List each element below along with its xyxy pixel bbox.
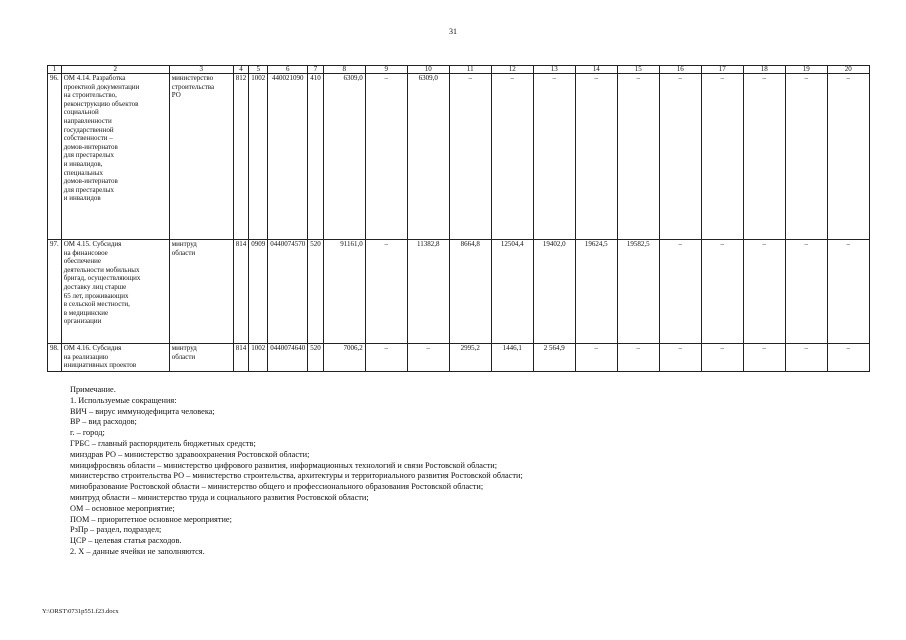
note-line: минцифросвязь области – министерство цифрового развития, информационных технологий и связи Ростовской области; [70,460,498,470]
value-cell: – [701,344,743,372]
value-cell: 8664,8 [449,240,491,344]
note-line: ОМ – основное мероприятие; [70,503,175,513]
value-cell: – [365,344,407,372]
note-line: ВР – вид расходов; [70,417,137,427]
note-line: г. – город; [70,428,105,438]
header-cell: 3 [169,66,233,74]
value-cell: – [659,344,701,372]
header-cell: 11 [449,66,491,74]
note-line: ВИЧ – вирус иммунодефицита человека; [70,406,215,416]
value-cell: 520 [308,240,324,344]
note-line: Примечание. [70,385,116,394]
row-number-cell: 96. [48,74,62,240]
value-cell: – [701,240,743,344]
header-cell: 15 [617,66,659,74]
value-cell: 19624,5 [575,240,617,344]
value-cell: 1002 [249,74,268,240]
note-line: министерство строительства РО – министерство строительства, архитектуры и территориального развития Ростовской области; [70,471,523,481]
table-header-row [48,66,870,74]
value-cell: 12504,4 [491,240,533,344]
value-cell: 11382,8 [407,240,449,344]
page-number: 31 [449,27,457,36]
header-cell: 18 [743,66,785,74]
value-cell: – [743,344,785,372]
value-cell: – [533,74,575,240]
header-cell: 16 [659,66,701,74]
budget-table [47,65,870,372]
value-cell: 91161,0 [323,240,365,344]
value-cell: – [659,240,701,344]
value-cell: – [491,74,533,240]
value-cell: 1446,1 [491,344,533,372]
value-cell: 812 [233,74,249,240]
value-cell: – [659,74,701,240]
file-path-footer: Y:\ORST\0731p551.f23.docx [42,608,119,615]
table-row [48,74,870,240]
table-row [48,344,870,372]
header-cell: 13 [533,66,575,74]
header-cell: 12 [491,66,533,74]
header-cell: 14 [575,66,617,74]
header-cell: 7 [308,66,324,74]
value-cell: 6309,0 [323,74,365,240]
value-cell: – [449,74,491,240]
header-cell: 2 [61,66,169,74]
value-cell: – [743,74,785,240]
row-number-cell: 98. [48,344,62,372]
value-cell: – [365,240,407,344]
value-cell: 0440074640 [268,344,308,372]
header-cell: 6 [268,66,308,74]
value-cell: 520 [308,344,324,372]
note-line: РзПр – раздел, подраздел; [70,525,162,535]
note-line: минздрав РО – министерство здравоохранения Ростовской области; [70,449,310,459]
value-cell: – [575,74,617,240]
note-line: ПОМ – приоритетное основное мероприятие; [70,514,232,524]
activity-name-cell: ОМ 4.14. Разработка проектной документации на строительство, реконструкцию объектов социальной направленности государственной собственности – домов-интернатов для престарелых и инвалидов, специальных домов-интернатов для престарелых и инвалидов [61,74,169,240]
value-cell: – [785,74,827,240]
value-cell: 2995,2 [449,344,491,372]
header-cell: 8 [323,66,365,74]
note-line: ЦСР – целевая статья расходов. [70,536,182,546]
value-cell: – [407,344,449,372]
header-cell: 9 [365,66,407,74]
table-row [48,240,870,344]
value-cell: – [575,344,617,372]
value-cell: – [701,74,743,240]
note-line: 2. Х – данные ячейки не заполняются. [70,546,205,556]
header-cell: 10 [407,66,449,74]
note-line: минтруд области – министерство труда и социального развития Ростовской области; [70,492,369,502]
header-cell: 19 [785,66,827,74]
value-cell: 0440074570 [268,240,308,344]
grbs-cell: министерство строительства РО [169,74,233,240]
header-cell: 5 [249,66,268,74]
value-cell: 2 564,9 [533,344,575,372]
grbs-cell: минтруд области [169,344,233,372]
value-cell: 814 [233,344,249,372]
value-cell: – [785,344,827,372]
value-cell: 814 [233,240,249,344]
value-cell: 0909 [249,240,268,344]
note-line: минобразование Ростовской области – министерство общего и профессионального образования Ростовской области; [70,482,484,492]
note-line: 1. Используемые сокращения: [70,395,177,405]
header-cell: 20 [827,66,869,74]
header-cell: 17 [701,66,743,74]
row-number-cell: 97. [48,240,62,344]
value-cell: 410 [308,74,324,240]
header-cell: 4 [233,66,249,74]
value-cell: 6309,0 [407,74,449,240]
value-cell: 19402,0 [533,240,575,344]
note-line: ГРБС – главный распорядитель бюджетных средств; [70,438,256,448]
value-cell: – [827,240,869,344]
value-cell: – [617,344,659,372]
header-cell: 1 [48,66,62,74]
grbs-cell: минтруд области [169,240,233,344]
notes-section [70,385,523,558]
value-cell: – [827,344,869,372]
value-cell: 7006,2 [323,344,365,372]
value-cell: – [785,240,827,344]
value-cell: – [743,240,785,344]
value-cell: – [365,74,407,240]
value-cell: 1002 [249,344,268,372]
activity-name-cell: ОМ 4.15. Субсидия на финансовое обеспечение деятельности мобильных бригад, осуществляющих доставку лиц старше 65 лет, проживающих в сельской местности, в медицинские организации [61,240,169,344]
value-cell: – [617,74,659,240]
value-cell: 440021090 [268,74,308,240]
value-cell: 19582,5 [617,240,659,344]
activity-name-cell: ОМ 4.16. Субсидия на реализацию инициативных проектов [61,344,169,372]
value-cell: – [827,74,869,240]
